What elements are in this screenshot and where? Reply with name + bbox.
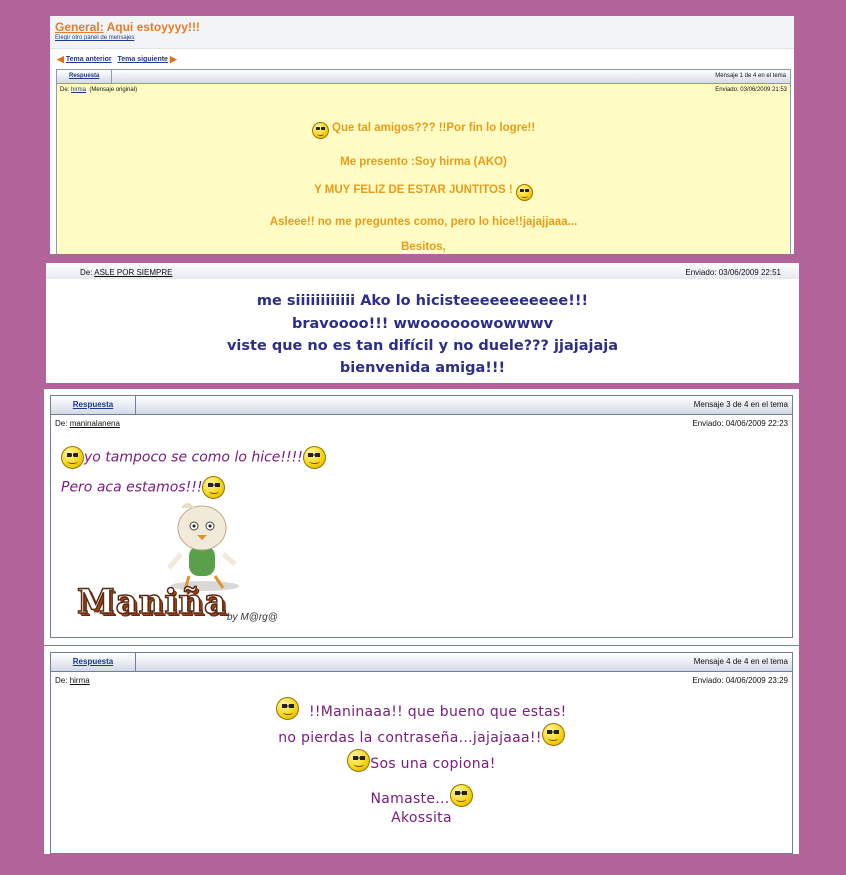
reply-tab[interactable]: Respuesta <box>57 70 112 83</box>
message-line <box>57 216 790 228</box>
reply-2-panel <box>46 263 799 383</box>
wink-icon <box>516 184 533 201</box>
post-4-bar <box>51 653 792 672</box>
smiley-icon <box>312 122 329 139</box>
post-author <box>80 268 172 277</box>
message-line <box>61 446 326 469</box>
author-link[interactable]: hirma <box>69 676 90 685</box>
message-count: Mensaje 1 de 4 en el tema <box>715 73 786 79</box>
message-line <box>51 784 792 807</box>
smiley-icon <box>347 749 370 772</box>
line-text: Sos una copiona! <box>370 756 496 772</box>
message-line <box>57 122 790 139</box>
message-line <box>51 697 792 720</box>
author-link[interactable]: ASLE POR SIEMPRE <box>94 268 173 277</box>
post-4-meta <box>51 672 792 686</box>
line-text: Besitos, <box>401 241 446 253</box>
line-text: Asleee!! no me preguntes como, pero lo hice!!jajajjaaa... <box>269 216 578 228</box>
line-text: no pierdas la contraseña...jajajaaa!! <box>278 730 542 746</box>
line-text: Pero aca estamos!!! <box>61 479 203 496</box>
post-3-meta <box>51 415 792 429</box>
author-link[interactable]: maninalanena <box>69 419 120 428</box>
forum-link[interactable]: General: <box>55 20 104 34</box>
post-1 <box>56 69 791 254</box>
message-line <box>51 749 792 772</box>
reply-tab[interactable]: Respuesta <box>51 653 136 671</box>
post-2-meta <box>46 263 799 279</box>
line-text: yo tampoco se como lo hice!!!! <box>84 449 303 466</box>
post-1-bar <box>57 70 790 84</box>
sent-date: Enviado: 04/06/2009 23:29 <box>692 676 788 685</box>
author-link[interactable]: hirma <box>71 87 87 93</box>
smiley-icon <box>276 697 299 720</box>
logo-signature: by M@rg@ <box>227 612 278 623</box>
message-line: me siiiiiiiiiiii Ako lo hicisteeeeeeeeeee!!! <box>256 293 589 309</box>
sent-date: Enviado: 03/06/2009 22:51 <box>685 268 781 277</box>
sent-date: Enviado: 03/06/2009 21:53 <box>715 87 787 93</box>
original-post-panel <box>50 16 794 254</box>
smiley-icon <box>450 784 473 807</box>
line-text: Y MUY FELIZ DE ESTAR JUNTITOS ! <box>314 184 513 196</box>
smiley-icon <box>61 446 84 469</box>
smiley-icon <box>303 446 326 469</box>
post-4 <box>50 652 793 854</box>
reply-3-panel <box>44 389 799 645</box>
topic-navigation <box>57 54 177 65</box>
message-line <box>51 723 792 746</box>
message-line: bravoooo!!! wwoooooowowwwv <box>291 316 554 332</box>
topic-title-text: Aqui estoyyyy!!! <box>106 20 200 34</box>
topic-header <box>50 16 794 49</box>
post-3 <box>50 395 793 638</box>
message-line <box>57 184 790 201</box>
author-note: (Mensaje original) <box>89 87 138 93</box>
from-label: De: <box>80 268 93 277</box>
post-1-meta <box>57 84 790 96</box>
post-author <box>60 87 137 93</box>
arrow-right-icon[interactable]: ▶ <box>169 54 177 64</box>
next-topic-link[interactable]: Tema siguiente <box>117 56 168 63</box>
smiley-icon <box>542 723 565 746</box>
manina-logo: Maniña <box>77 582 228 622</box>
post-author <box>55 419 120 428</box>
message-count: Mensaje 3 de 4 en el tema <box>693 400 788 409</box>
line-text: Namaste... <box>370 791 450 807</box>
message-count: Mensaje 4 de 4 en el tema <box>693 657 788 666</box>
choose-board-link[interactable]: Elegir otro panel de mensajes <box>55 35 135 41</box>
from-label: De: <box>55 419 68 428</box>
wink-icon <box>202 476 225 499</box>
topic-title <box>55 20 789 34</box>
reply-tab[interactable]: Respuesta <box>51 396 136 414</box>
message-line <box>57 156 790 168</box>
post-author <box>55 676 90 685</box>
line-text: !!Maninaaa!! que bueno que estas! <box>308 704 567 720</box>
line-text: Que tal amigos??? !!Por fin lo logre!! <box>332 122 536 134</box>
prev-topic-link[interactable]: Tema anterior <box>65 56 112 63</box>
line-text: Me presento :Soy hirma (AKO) <box>340 156 507 168</box>
message-line <box>61 476 225 499</box>
message-line: bienvenida amiga!!! <box>339 360 506 376</box>
message-line: Akossita <box>391 810 452 826</box>
message-line: viste que no es tan difícil y no duele??? jjajajaja <box>226 338 619 354</box>
reply-4-panel <box>44 646 799 854</box>
sent-date: Enviado: 04/06/2009 22:23 <box>692 419 788 428</box>
message-line <box>57 241 790 253</box>
post-3-bar <box>51 396 792 415</box>
arrow-left-icon[interactable]: ◀ <box>57 54 64 64</box>
from-label: De: <box>60 87 70 93</box>
from-label: De: <box>55 676 68 685</box>
